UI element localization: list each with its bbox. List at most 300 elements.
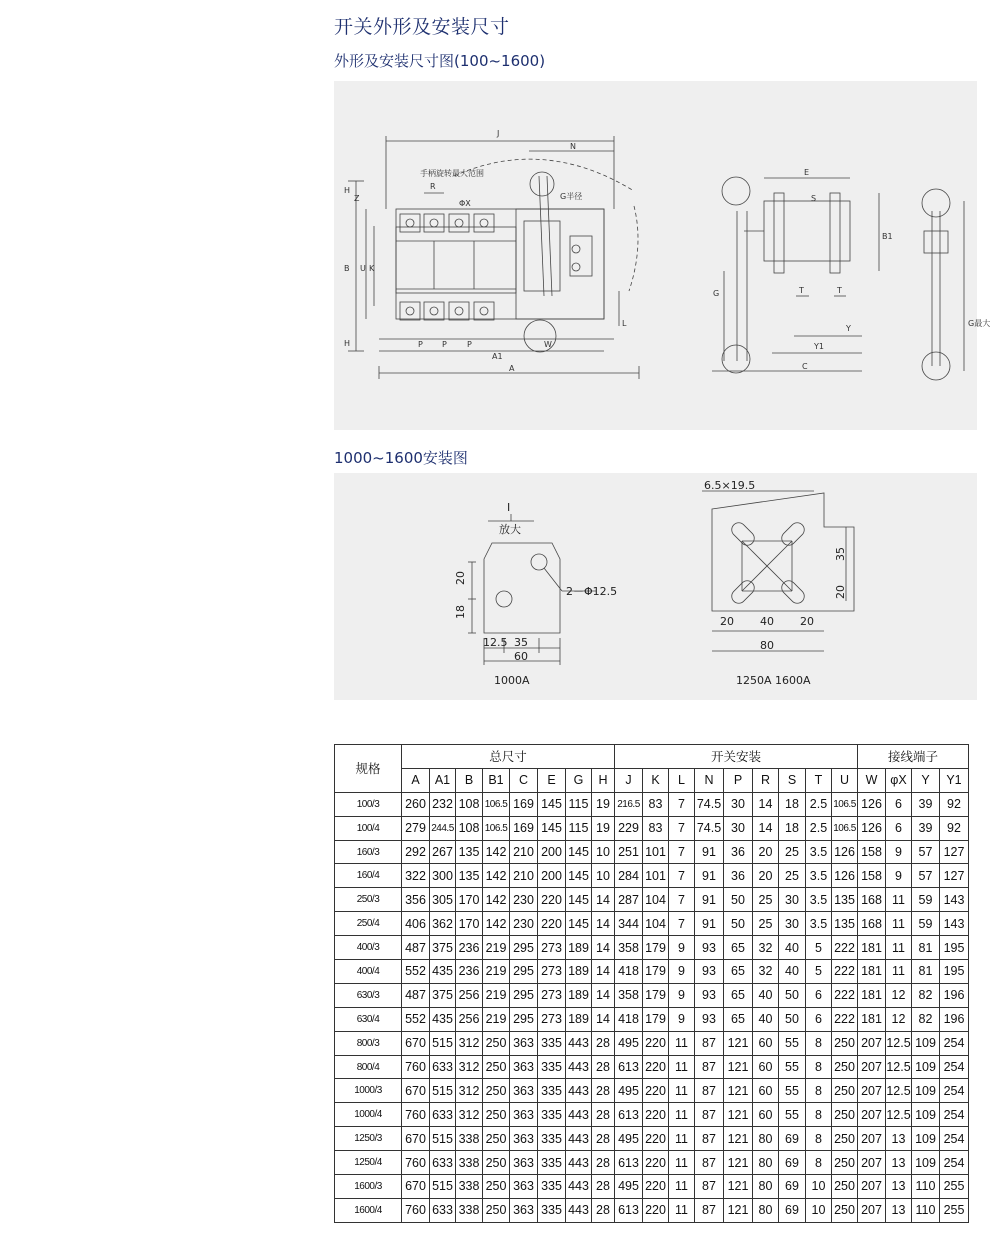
value-cell: 93 [695, 960, 724, 984]
value-cell: 135 [832, 888, 858, 912]
value-cell: 36 [724, 840, 753, 864]
column-header: E [538, 768, 566, 792]
value-cell: 443 [566, 1198, 592, 1222]
table-row [335, 1055, 969, 1079]
value-cell: 335 [538, 1175, 566, 1199]
value-cell: 11 [669, 1175, 695, 1199]
value-cell: 284 [615, 864, 643, 888]
value-cell: 126 [858, 816, 886, 840]
value-cell: 363 [510, 1103, 538, 1127]
dimension-table [334, 744, 969, 1223]
value-cell: 126 [858, 792, 886, 816]
value-cell: 3.5 [806, 912, 832, 936]
value-cell: 55 [779, 1031, 806, 1055]
value-cell: 65 [724, 983, 753, 1007]
value-cell: 13 [886, 1198, 912, 1222]
value-cell: 59 [912, 888, 940, 912]
spec-cell: 1000/3 [335, 1079, 402, 1103]
value-cell: 189 [566, 960, 592, 984]
value-cell: 9 [669, 960, 695, 984]
value-cell: 487 [402, 983, 430, 1007]
value-cell: 219 [483, 1007, 510, 1031]
value-cell: 14 [753, 792, 779, 816]
value-cell: 179 [643, 983, 669, 1007]
dimension-drawing-panel [334, 81, 991, 430]
value-cell: 250 [832, 1127, 858, 1151]
value-cell: 6 [806, 1007, 832, 1031]
value-cell: 25 [779, 864, 806, 888]
value-cell: 6 [806, 983, 832, 1007]
value-cell: 9 [886, 864, 912, 888]
value-cell: 220 [643, 1198, 669, 1222]
value-cell: 189 [566, 936, 592, 960]
value-cell: 170 [456, 912, 483, 936]
dim-c: C [802, 362, 808, 371]
value-cell: 179 [643, 936, 669, 960]
value-cell: 11 [669, 1198, 695, 1222]
value-cell: 207 [858, 1103, 886, 1127]
value-cell: 30 [724, 816, 753, 840]
value-cell: 613 [615, 1198, 643, 1222]
value-cell: 335 [538, 1198, 566, 1222]
table-row [335, 888, 969, 912]
value-cell: 250 [483, 1175, 510, 1199]
value-cell: 250 [832, 1198, 858, 1222]
mounting-drawing-panel [334, 473, 977, 700]
value-cell: 670 [402, 1031, 430, 1055]
value-cell: 670 [402, 1175, 430, 1199]
dim-z: Z [354, 194, 360, 203]
value-cell: 363 [510, 1198, 538, 1222]
value-cell: 91 [695, 864, 724, 888]
value-cell: 181 [858, 983, 886, 1007]
value-cell: 40 [753, 1007, 779, 1031]
value-cell: 11 [669, 1031, 695, 1055]
value-cell: 222 [832, 1007, 858, 1031]
value-cell: 55 [779, 1055, 806, 1079]
value-cell: 87 [695, 1198, 724, 1222]
value-cell: 40 [779, 936, 806, 960]
value-cell: 101 [643, 864, 669, 888]
value-cell: 633 [430, 1151, 456, 1175]
value-cell: 8 [806, 1103, 832, 1127]
value-cell: 142 [483, 840, 510, 864]
value-cell: 93 [695, 983, 724, 1007]
value-cell: 106.5 [483, 816, 510, 840]
value-cell: 229 [615, 816, 643, 840]
value-cell: 443 [566, 1175, 592, 1199]
value-cell: 495 [615, 1127, 643, 1151]
value-cell: 8 [806, 1079, 832, 1103]
value-cell: 142 [483, 912, 510, 936]
value-cell: 87 [695, 1103, 724, 1127]
dim-h-top: H [344, 186, 351, 195]
dim-35: 35 [514, 636, 528, 649]
spec-cell: 250/3 [335, 888, 402, 912]
value-cell: 670 [402, 1079, 430, 1103]
value-cell: 169 [510, 792, 538, 816]
column-header: N [695, 768, 724, 792]
value-cell: 179 [643, 1007, 669, 1031]
side-view-body [764, 201, 850, 261]
value-cell: 109 [912, 1151, 940, 1175]
value-cell: 87 [695, 1175, 724, 1199]
value-cell: 69 [779, 1127, 806, 1151]
value-cell: 210 [510, 864, 538, 888]
value-cell: 273 [538, 983, 566, 1007]
value-cell: 110 [912, 1198, 940, 1222]
value-cell: 760 [402, 1198, 430, 1222]
value-cell: 338 [456, 1151, 483, 1175]
value-cell: 335 [538, 1103, 566, 1127]
table-row [335, 1007, 969, 1031]
section-title-dimensions: 外形及安装尺寸图(100~1600) [334, 52, 546, 70]
value-cell: 300 [430, 864, 456, 888]
value-cell: 14 [592, 912, 615, 936]
dimension-drawing [334, 81, 991, 430]
value-cell: 145 [538, 816, 566, 840]
value-cell: 250 [832, 1175, 858, 1199]
value-cell: 305 [430, 888, 456, 912]
value-cell: 5 [806, 960, 832, 984]
value-cell: 335 [538, 1079, 566, 1103]
value-cell: 20 [753, 840, 779, 864]
value-cell: 18 [779, 816, 806, 840]
value-cell: 189 [566, 1007, 592, 1031]
value-cell: 363 [510, 1127, 538, 1151]
dim-phix: ΦX [459, 199, 471, 208]
group-header-overall: 总尺寸 [402, 745, 615, 769]
value-cell: 230 [510, 912, 538, 936]
value-cell: 251 [615, 840, 643, 864]
value-cell: 181 [858, 1007, 886, 1031]
value-cell: 30 [724, 792, 753, 816]
dim-w: W [544, 340, 552, 349]
value-cell: 195 [940, 960, 969, 984]
value-cell: 5 [806, 936, 832, 960]
value-cell: 168 [858, 888, 886, 912]
detail-mark: I [507, 501, 511, 514]
value-cell: 9 [669, 1007, 695, 1031]
value-cell: 552 [402, 960, 430, 984]
value-cell: 121 [724, 1031, 753, 1055]
value-cell: 7 [669, 912, 695, 936]
column-header: L [669, 768, 695, 792]
value-cell: 363 [510, 1055, 538, 1079]
dim-20-right: 20 [800, 615, 814, 628]
column-header: S [779, 768, 806, 792]
value-cell: 60 [753, 1055, 779, 1079]
value-cell: 145 [566, 912, 592, 936]
value-cell: 256 [456, 1007, 483, 1031]
value-cell: 254 [940, 1031, 969, 1055]
column-header: C [510, 768, 538, 792]
dim-n: N [570, 142, 576, 151]
value-cell: 435 [430, 960, 456, 984]
dim-20-left: 20 [720, 615, 734, 628]
value-cell: 142 [483, 888, 510, 912]
value-cell: 91 [695, 840, 724, 864]
value-cell: 18 [779, 792, 806, 816]
value-cell: 250 [483, 1151, 510, 1175]
page-title: 开关外形及安装尺寸 [334, 16, 510, 38]
value-cell: 32 [753, 936, 779, 960]
value-cell: 220 [538, 912, 566, 936]
value-cell: 11 [669, 1079, 695, 1103]
value-cell: 633 [430, 1103, 456, 1127]
value-cell: 50 [724, 912, 753, 936]
value-cell: 256 [456, 983, 483, 1007]
value-cell: 250 [832, 1055, 858, 1079]
value-cell: 50 [779, 983, 806, 1007]
value-cell: 55 [779, 1079, 806, 1103]
value-cell: 10 [806, 1198, 832, 1222]
value-cell: 207 [858, 1127, 886, 1151]
value-cell: 267 [430, 840, 456, 864]
value-cell: 6 [886, 816, 912, 840]
value-cell: 515 [430, 1175, 456, 1199]
value-cell: 8 [806, 1055, 832, 1079]
value-cell: 28 [592, 1127, 615, 1151]
value-cell: 83 [643, 816, 669, 840]
value-cell: 7 [669, 792, 695, 816]
value-cell: 312 [456, 1103, 483, 1127]
value-cell: 11 [669, 1103, 695, 1127]
value-cell: 14 [592, 1007, 615, 1031]
spec-cell: 800/3 [335, 1031, 402, 1055]
value-cell: 19 [592, 816, 615, 840]
value-cell: 358 [615, 936, 643, 960]
value-cell: 255 [940, 1175, 969, 1199]
value-cell: 93 [695, 936, 724, 960]
value-cell: 65 [724, 1007, 753, 1031]
value-cell: 363 [510, 1031, 538, 1055]
value-cell: 81 [912, 936, 940, 960]
dim-18-vertical: 18 [454, 605, 467, 619]
value-cell: 169 [510, 816, 538, 840]
hole-spec: 2－Φ12.5 [566, 585, 618, 598]
dim-35-vertical: 35 [834, 547, 847, 561]
value-cell: 109 [912, 1103, 940, 1127]
value-cell: 406 [402, 912, 430, 936]
value-cell: 254 [940, 1103, 969, 1127]
value-cell: 196 [940, 983, 969, 1007]
value-cell: 109 [912, 1079, 940, 1103]
value-cell: 196 [940, 1007, 969, 1031]
value-cell: 250 [832, 1151, 858, 1175]
value-cell: 108 [456, 792, 483, 816]
value-cell: 443 [566, 1055, 592, 1079]
value-cell: 220 [643, 1151, 669, 1175]
value-cell: 7 [669, 816, 695, 840]
column-header: W [858, 768, 886, 792]
dim-k: K [369, 264, 375, 273]
value-cell: 250 [832, 1079, 858, 1103]
value-cell: 200 [538, 864, 566, 888]
value-cell: 633 [430, 1198, 456, 1222]
value-cell: 250 [483, 1198, 510, 1222]
value-cell: 254 [940, 1055, 969, 1079]
dim-p1: P [418, 340, 423, 349]
value-cell: 87 [695, 1127, 724, 1151]
column-header: R [753, 768, 779, 792]
table-row [335, 840, 969, 864]
dim-g-radius: G半径 [560, 192, 583, 201]
value-cell: 110 [912, 1175, 940, 1199]
value-cell: 273 [538, 936, 566, 960]
value-cell: 28 [592, 1175, 615, 1199]
value-cell: 11 [669, 1127, 695, 1151]
column-header: Y [912, 768, 940, 792]
value-cell: 115 [566, 792, 592, 816]
value-cell: 12.5 [886, 1079, 912, 1103]
value-cell: 179 [643, 960, 669, 984]
value-cell: 250 [483, 1055, 510, 1079]
value-cell: 127 [940, 864, 969, 888]
value-cell: 87 [695, 1151, 724, 1175]
value-cell: 127 [940, 840, 969, 864]
value-cell: 418 [615, 960, 643, 984]
table-row [335, 792, 969, 816]
value-cell: 121 [724, 1198, 753, 1222]
column-header: Y1 [940, 768, 969, 792]
value-cell: 109 [912, 1127, 940, 1151]
spec-cell: 250/4 [335, 912, 402, 936]
caption-1000a: 1000A [494, 674, 530, 687]
value-cell: 633 [430, 1055, 456, 1079]
value-cell: 19 [592, 792, 615, 816]
value-cell: 220 [643, 1055, 669, 1079]
value-cell: 295 [510, 960, 538, 984]
value-cell: 11 [669, 1055, 695, 1079]
value-cell: 14 [592, 960, 615, 984]
caption-1250a-1600a: 1250A 1600A [736, 674, 811, 687]
value-cell: 28 [592, 1198, 615, 1222]
value-cell: 50 [779, 1007, 806, 1031]
value-cell: 443 [566, 1079, 592, 1103]
value-cell: 613 [615, 1151, 643, 1175]
value-cell: 25 [753, 912, 779, 936]
spec-cell: 160/3 [335, 840, 402, 864]
spec-cell: 1600/4 [335, 1198, 402, 1222]
value-cell: 254 [940, 1079, 969, 1103]
dim-p2: P [442, 340, 447, 349]
value-cell: 207 [858, 1175, 886, 1199]
group-header-mounting: 开关安装 [615, 745, 858, 769]
value-cell: 28 [592, 1103, 615, 1127]
dim-20-vertical: 20 [454, 571, 467, 585]
switch-pole-block [396, 227, 516, 293]
value-cell: 143 [940, 912, 969, 936]
value-cell: 126 [832, 840, 858, 864]
value-cell: 363 [510, 1079, 538, 1103]
dim-g-max: G最大 [968, 319, 991, 328]
table-row [335, 936, 969, 960]
value-cell: 106.5 [832, 792, 858, 816]
value-cell: 80 [753, 1198, 779, 1222]
value-cell: 7 [669, 888, 695, 912]
value-cell: 106.5 [832, 816, 858, 840]
value-cell: 59 [912, 912, 940, 936]
value-cell: 200 [538, 840, 566, 864]
value-cell: 39 [912, 816, 940, 840]
value-cell: 7 [669, 840, 695, 864]
column-header: J [615, 768, 643, 792]
table-row [335, 1198, 969, 1222]
value-cell: 255 [940, 1198, 969, 1222]
value-cell: 760 [402, 1103, 430, 1127]
table-row [335, 1031, 969, 1055]
value-cell: 222 [832, 960, 858, 984]
column-header: φX [886, 768, 912, 792]
column-header: H [592, 768, 615, 792]
dim-60: 60 [514, 650, 528, 663]
value-cell: 8 [806, 1031, 832, 1055]
value-cell: 135 [456, 864, 483, 888]
value-cell: 92 [940, 816, 969, 840]
value-cell: 6 [886, 792, 912, 816]
terminal-hole-upper [531, 554, 547, 570]
value-cell: 207 [858, 1079, 886, 1103]
value-cell: 13 [886, 1127, 912, 1151]
value-cell: 515 [430, 1127, 456, 1151]
value-cell: 375 [430, 936, 456, 960]
value-cell: 30 [779, 912, 806, 936]
value-cell: 210 [510, 840, 538, 864]
value-cell: 222 [832, 983, 858, 1007]
value-cell: 254 [940, 1127, 969, 1151]
dim-a1: A1 [492, 352, 503, 361]
value-cell: 39 [912, 792, 940, 816]
value-cell: 338 [456, 1198, 483, 1222]
value-cell: 143 [940, 888, 969, 912]
table-row [335, 1103, 969, 1127]
spec-cell: 630/4 [335, 1007, 402, 1031]
spec-cell: 1600/3 [335, 1175, 402, 1199]
value-cell: 273 [538, 960, 566, 984]
value-cell: 80 [753, 1151, 779, 1175]
value-cell: 11 [886, 936, 912, 960]
table-row [335, 983, 969, 1007]
value-cell: 11 [886, 960, 912, 984]
value-cell: 443 [566, 1127, 592, 1151]
value-cell: 9 [886, 840, 912, 864]
value-cell: 145 [566, 888, 592, 912]
value-cell: 443 [566, 1151, 592, 1175]
value-cell: 344 [615, 912, 643, 936]
value-cell: 219 [483, 960, 510, 984]
dim-b1: B1 [882, 232, 893, 241]
value-cell: 82 [912, 1007, 940, 1031]
value-cell: 115 [566, 816, 592, 840]
value-cell: 11 [669, 1151, 695, 1175]
value-cell: 222 [832, 936, 858, 960]
value-cell: 50 [724, 888, 753, 912]
slot-spec: 6.5×19.5 [704, 479, 756, 492]
value-cell: 10 [592, 864, 615, 888]
dim-80: 80 [760, 639, 774, 652]
value-cell: 236 [456, 936, 483, 960]
value-cell: 12 [886, 983, 912, 1007]
value-cell: 335 [538, 1127, 566, 1151]
section-title-mounting: 1000~1600安装图 [334, 449, 468, 467]
value-cell: 207 [858, 1031, 886, 1055]
dim-12-5: 12.5 [483, 636, 508, 649]
value-cell: 80 [753, 1127, 779, 1151]
table-row [335, 864, 969, 888]
value-cell: 145 [566, 840, 592, 864]
value-cell: 10 [592, 840, 615, 864]
